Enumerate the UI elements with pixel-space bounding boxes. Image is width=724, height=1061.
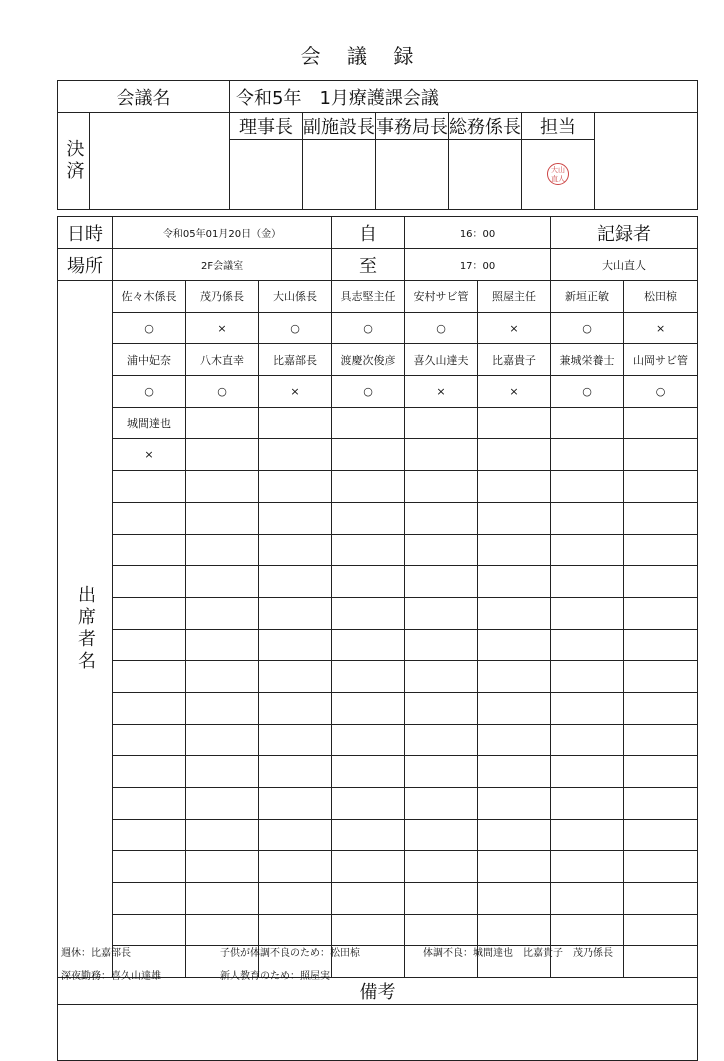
approval-blank-right (595, 113, 698, 210)
empty-name-cell[interactable] (259, 534, 332, 566)
empty-name-cell[interactable] (113, 724, 186, 756)
recorder-label: 記録者 (551, 217, 698, 249)
empty-name-cell[interactable] (259, 788, 332, 820)
attendee-name[interactable]: 比嘉部長 (259, 344, 332, 376)
empty-name-cell[interactable] (478, 597, 551, 629)
empty-name-cell[interactable] (478, 914, 551, 946)
to-time: 17：00 (405, 249, 551, 281)
attendee-name[interactable]: 照屋主任 (478, 281, 551, 313)
empty-name-cell[interactable] (113, 914, 186, 946)
recorder-name: 大山直人 (551, 249, 698, 281)
attendance-mark[interactable]: × (259, 376, 332, 408)
stamp-box-in-charge[interactable] (522, 140, 595, 210)
empty-mark-cell[interactable] (259, 566, 332, 598)
empty-name-cell[interactable] (186, 597, 259, 629)
role-general-affairs: 総務係長 (449, 113, 522, 140)
empty-mark-cell[interactable] (259, 756, 332, 788)
empty-name-cell[interactable] (624, 597, 698, 629)
meeting-name-label: 会議名 (58, 81, 230, 113)
empty-mark-cell[interactable] (551, 566, 624, 598)
empty-name-cell[interactable] (624, 851, 698, 883)
empty-mark-cell[interactable] (624, 692, 698, 724)
attendee-name[interactable] (405, 407, 478, 439)
empty-name-cell[interactable] (259, 597, 332, 629)
empty-mark-cell[interactable] (259, 502, 332, 534)
attendee-name[interactable] (259, 407, 332, 439)
empty-name-cell[interactable] (551, 661, 624, 693)
empty-mark-cell[interactable] (624, 819, 698, 851)
attendance-mark[interactable]: ○ (332, 312, 405, 344)
empty-mark-cell[interactable] (478, 819, 551, 851)
empty-mark-cell[interactable] (186, 883, 259, 915)
empty-mark-cell[interactable] (624, 946, 698, 978)
empty-mark-cell[interactable] (405, 566, 478, 598)
empty-name-cell[interactable] (551, 597, 624, 629)
page-title: 会 議 録 (300, 44, 424, 68)
place-value: 2F会議室 (113, 249, 332, 281)
empty-mark-cell[interactable] (405, 819, 478, 851)
empty-name-cell[interactable] (113, 597, 186, 629)
remark-1b: 子供が体調不良のため：松田椋 (220, 948, 360, 959)
empty-name-cell[interactable] (551, 914, 624, 946)
attendee-name[interactable]: 松田椋 (624, 281, 698, 313)
empty-mark-cell[interactable] (624, 756, 698, 788)
empty-mark-cell[interactable] (332, 692, 405, 724)
empty-mark-cell[interactable] (186, 692, 259, 724)
attendee-name[interactable]: 八木直幸 (186, 344, 259, 376)
empty-mark-cell[interactable] (478, 502, 551, 534)
attendee-name[interactable]: 山岡サビ管 (624, 344, 698, 376)
empty-mark-cell[interactable] (332, 502, 405, 534)
attendance-mark[interactable] (405, 439, 478, 471)
empty-name-cell[interactable] (186, 914, 259, 946)
attendance-mark[interactable] (259, 439, 332, 471)
empty-name-cell[interactable] (624, 914, 698, 946)
empty-mark-cell[interactable] (624, 883, 698, 915)
empty-mark-cell[interactable] (624, 566, 698, 598)
attendee-name[interactable]: 比嘉貴子 (478, 344, 551, 376)
attendee-name[interactable] (551, 407, 624, 439)
empty-mark-cell[interactable] (405, 883, 478, 915)
empty-name-cell[interactable] (405, 597, 478, 629)
empty-mark-cell[interactable] (113, 566, 186, 598)
attendee-name[interactable] (186, 407, 259, 439)
empty-name-cell[interactable] (259, 661, 332, 693)
attendance-mark[interactable]: × (186, 312, 259, 344)
empty-name-cell[interactable] (186, 534, 259, 566)
empty-name-cell[interactable] (478, 724, 551, 756)
attendee-name[interactable]: 渡慶次俊彦 (332, 344, 405, 376)
empty-name-cell[interactable] (405, 851, 478, 883)
empty-mark-cell[interactable] (478, 629, 551, 661)
empty-name-cell[interactable] (186, 724, 259, 756)
empty-mark-cell[interactable] (259, 629, 332, 661)
attendance-mark[interactable] (478, 439, 551, 471)
stamp-box-chairman[interactable] (230, 140, 303, 210)
empty-name-cell[interactable] (259, 914, 332, 946)
attendance-mark[interactable]: × (113, 439, 186, 471)
empty-mark-cell[interactable] (186, 819, 259, 851)
empty-mark-cell[interactable] (186, 566, 259, 598)
attendance-mark[interactable]: ○ (113, 312, 186, 344)
empty-name-cell[interactable] (332, 534, 405, 566)
attendee-name[interactable] (332, 407, 405, 439)
empty-mark-cell[interactable] (551, 819, 624, 851)
empty-name-cell[interactable] (624, 724, 698, 756)
empty-mark-cell[interactable] (332, 819, 405, 851)
empty-mark-cell[interactable] (478, 566, 551, 598)
remark-2a: 深夜勤務：喜久山達雄 (61, 971, 161, 982)
empty-name-cell[interactable] (113, 661, 186, 693)
empty-mark-cell[interactable] (332, 756, 405, 788)
attendance-mark[interactable]: ○ (624, 376, 698, 408)
empty-mark-cell[interactable] (113, 692, 186, 724)
attendance-table (57, 216, 698, 1061)
empty-mark-cell[interactable] (405, 756, 478, 788)
attendee-name[interactable]: 城間達也 (113, 407, 186, 439)
remarks-label: 備考 (58, 978, 698, 1005)
to-label: 至 (332, 249, 405, 281)
attendee-name[interactable]: 大山係長 (259, 281, 332, 313)
empty-name-cell[interactable] (624, 661, 698, 693)
empty-name-cell[interactable] (551, 788, 624, 820)
empty-name-cell[interactable] (332, 724, 405, 756)
attendance-mark[interactable]: ○ (332, 376, 405, 408)
empty-name-cell[interactable] (186, 851, 259, 883)
empty-mark-cell[interactable] (113, 629, 186, 661)
empty-name-cell[interactable] (405, 788, 478, 820)
empty-mark-cell[interactable] (113, 883, 186, 915)
empty-mark-cell[interactable] (332, 629, 405, 661)
empty-name-cell[interactable] (332, 914, 405, 946)
empty-name-cell[interactable] (624, 788, 698, 820)
empty-mark-cell[interactable] (259, 883, 332, 915)
empty-name-cell[interactable] (259, 471, 332, 503)
stamp-box-general-affairs[interactable] (449, 140, 522, 210)
attendance-mark[interactable] (332, 439, 405, 471)
empty-mark-cell[interactable] (113, 502, 186, 534)
attendance-mark[interactable]: × (478, 376, 551, 408)
empty-mark-cell[interactable] (624, 629, 698, 661)
empty-name-cell[interactable] (478, 788, 551, 820)
role-in-charge: 担当 (522, 113, 595, 140)
attendance-mark[interactable]: ○ (405, 312, 478, 344)
stamp-box-vice-director[interactable] (303, 140, 376, 210)
empty-mark-cell[interactable] (551, 692, 624, 724)
empty-mark-cell[interactable] (551, 502, 624, 534)
attendance-mark[interactable]: ○ (259, 312, 332, 344)
attendance-mark[interactable] (551, 439, 624, 471)
empty-mark-cell[interactable] (624, 502, 698, 534)
attendee-name[interactable]: 兼城栄養士 (551, 344, 624, 376)
approval-label: 決済 (58, 113, 90, 210)
remark-2b: 新人教育のため：照屋実 (220, 971, 330, 982)
empty-name-cell[interactable] (405, 661, 478, 693)
empty-name-cell[interactable] (113, 788, 186, 820)
attendee-name[interactable]: 浦中妃奈 (113, 344, 186, 376)
attendee-name[interactable]: 新垣正敏 (551, 281, 624, 313)
seal-stamp: 大山直人 (547, 163, 569, 185)
attendance-mark[interactable] (186, 439, 259, 471)
empty-name-cell[interactable] (332, 788, 405, 820)
empty-mark-cell[interactable] (332, 883, 405, 915)
empty-mark-cell[interactable] (405, 629, 478, 661)
empty-name-cell[interactable] (332, 597, 405, 629)
date-label: 日時 (58, 217, 113, 249)
remark-1a: 週休：比嘉部長 (61, 948, 131, 959)
empty-name-cell[interactable] (332, 851, 405, 883)
empty-mark-cell[interactable] (113, 756, 186, 788)
empty-mark-cell[interactable] (551, 756, 624, 788)
empty-mark-cell[interactable] (186, 756, 259, 788)
empty-name-cell[interactable] (551, 851, 624, 883)
empty-mark-cell[interactable] (405, 692, 478, 724)
empty-name-cell[interactable] (405, 724, 478, 756)
attendance-mark[interactable]: × (478, 312, 551, 344)
empty-name-cell[interactable] (259, 724, 332, 756)
empty-mark-cell[interactable] (478, 756, 551, 788)
empty-mark-cell[interactable] (332, 566, 405, 598)
empty-name-cell[interactable] (113, 851, 186, 883)
meeting-approval-table (57, 80, 698, 210)
empty-mark-cell[interactable] (551, 629, 624, 661)
attendance-mark[interactable]: × (405, 376, 478, 408)
empty-name-cell[interactable] (113, 471, 186, 503)
empty-mark-cell[interactable] (186, 629, 259, 661)
empty-mark-cell[interactable] (478, 883, 551, 915)
remarks-area (58, 1005, 698, 1061)
attendance-mark[interactable]: ○ (186, 376, 259, 408)
empty-name-cell[interactable] (624, 534, 698, 566)
attendee-name[interactable]: 佐々木係長 (113, 281, 186, 313)
role-chairman: 理事長 (230, 113, 303, 140)
empty-name-cell[interactable] (478, 851, 551, 883)
role-vice-director: 副施設長 (303, 113, 376, 140)
empty-name-cell[interactable] (405, 471, 478, 503)
attendee-name[interactable]: 具志堅主任 (332, 281, 405, 313)
place-label: 場所 (58, 249, 113, 281)
empty-name-cell[interactable] (551, 724, 624, 756)
attendee-name[interactable]: 茂乃係長 (186, 281, 259, 313)
attendee-name[interactable] (624, 407, 698, 439)
from-label: 自 (332, 217, 405, 249)
empty-mark-cell[interactable] (186, 502, 259, 534)
empty-name-cell[interactable] (186, 661, 259, 693)
attendee-name[interactable]: 安村サビ管 (405, 281, 478, 313)
empty-name-cell[interactable] (478, 534, 551, 566)
role-secretary-general: 事務局長 (376, 113, 449, 140)
attendance-mark[interactable]: ○ (113, 376, 186, 408)
empty-name-cell[interactable] (259, 851, 332, 883)
empty-name-cell[interactable] (113, 534, 186, 566)
empty-name-cell[interactable] (551, 471, 624, 503)
attendance-mark[interactable] (624, 439, 698, 471)
empty-name-cell[interactable] (332, 471, 405, 503)
attendance-mark[interactable]: ○ (551, 312, 624, 344)
empty-name-cell[interactable] (186, 788, 259, 820)
empty-mark-cell[interactable] (405, 502, 478, 534)
meeting-name-value: 令和5年 1月療護課会議 (230, 81, 698, 113)
empty-name-cell[interactable] (186, 471, 259, 503)
attendance-mark[interactable]: ○ (551, 376, 624, 408)
empty-name-cell[interactable] (551, 534, 624, 566)
remark-1c: 体調不良：城間達也 比嘉貴子 茂乃係長 (423, 948, 613, 959)
empty-mark-cell[interactable] (113, 819, 186, 851)
empty-name-cell[interactable] (478, 471, 551, 503)
empty-name-cell[interactable] (405, 914, 478, 946)
approval-blank (90, 113, 230, 210)
empty-mark-cell[interactable] (551, 883, 624, 915)
empty-name-cell[interactable] (405, 534, 478, 566)
from-time: 16：00 (405, 217, 551, 249)
attendee-name[interactable]: 喜久山達夫 (405, 344, 478, 376)
empty-name-cell[interactable] (478, 661, 551, 693)
empty-name-cell[interactable] (332, 661, 405, 693)
attendees-label: 出席者名 (58, 281, 113, 978)
empty-mark-cell[interactable] (478, 692, 551, 724)
date-value: 令和05年01月20日（金） (113, 217, 332, 249)
attendee-name[interactable] (478, 407, 551, 439)
empty-name-cell[interactable] (624, 471, 698, 503)
empty-mark-cell[interactable] (259, 692, 332, 724)
attendance-mark[interactable]: × (624, 312, 698, 344)
empty-mark-cell[interactable] (259, 819, 332, 851)
stamp-box-secretary-general[interactable] (376, 140, 449, 210)
